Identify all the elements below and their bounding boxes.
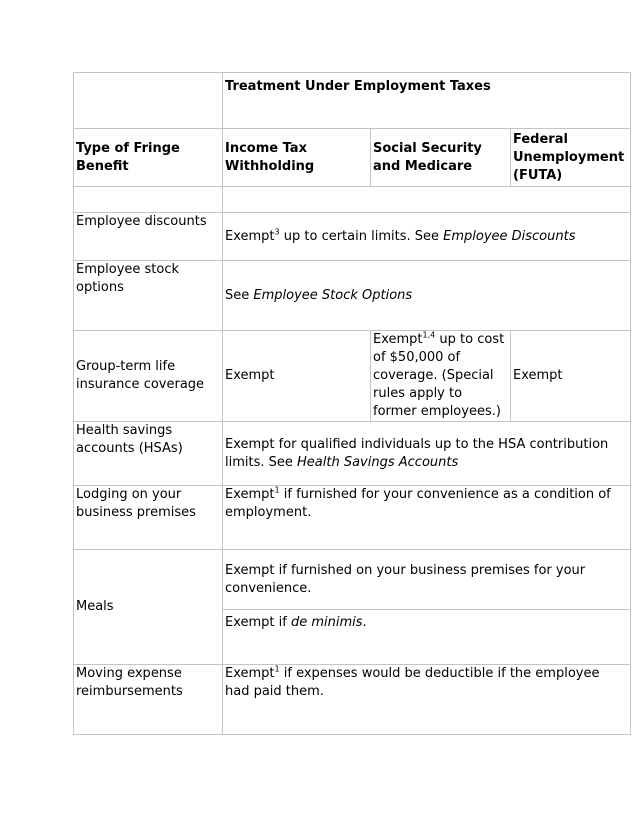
empty-cell — [223, 187, 631, 213]
benefit-cell: Meals — [74, 550, 223, 665]
treatment-cell: Exempt if furnished on your business premises for your convenience. — [223, 550, 631, 610]
treatment-cell: Exempt if de minimis. — [223, 610, 631, 665]
benefit-cell: Lodging on your business premises — [74, 486, 223, 550]
empty-cell — [74, 187, 223, 213]
futa-cell: Exempt — [511, 331, 631, 422]
benefit-cell: Group-term life insurance coverage — [74, 331, 223, 422]
table-row — [74, 261, 631, 331]
column-header-ss-medicare: Social Security and Medicare — [371, 129, 511, 187]
column-header-benefit: Type of Fringe Benefit — [74, 129, 223, 187]
table-row — [74, 422, 631, 486]
benefit-cell: Moving expense reimbursements — [74, 665, 223, 735]
benefit-cell: Health savings accounts (HSAs) — [74, 422, 223, 486]
benefit-cell: Employee discounts — [74, 213, 223, 261]
group-header-row — [74, 73, 631, 129]
table-row — [74, 550, 631, 610]
spacer-row — [74, 187, 631, 213]
treatment-cell: Exempt$^1$ if expenses would be deductible if the employee had paid them. — [223, 665, 631, 735]
fringe-benefit-table — [73, 72, 631, 735]
treatment-cell: Exempt for qualified individuals up to the HSA contribution limits. See Health Savings Accounts — [223, 422, 631, 486]
group-header: Treatment Under Employment Taxes — [223, 73, 631, 129]
table-row — [74, 486, 631, 550]
table-row — [74, 665, 631, 735]
column-header-row — [74, 129, 631, 187]
column-header-income-tax: Income Tax Withholding — [223, 129, 371, 187]
empty-cell — [74, 73, 223, 129]
table-row — [74, 213, 631, 261]
table-row — [74, 331, 631, 422]
column-header-futa: Federal Unemployment (FUTA) — [511, 129, 631, 187]
income-tax-cell: Exempt — [223, 331, 371, 422]
treatment-cell: Exempt$^1$ if furnished for your convenience as a condition of employment. — [223, 486, 631, 550]
benefit-cell: Employee stock options — [74, 261, 223, 331]
treatment-cell: Exempt$^3$ up to certain limits. See Employee Discounts — [223, 213, 631, 261]
ss-medicare-cell: Exempt$^{1,4}$ up to cost of $50,000 of coverage. (Special rules apply to former employees.) — [371, 331, 511, 422]
treatment-cell: See Employee Stock Options — [223, 261, 631, 331]
